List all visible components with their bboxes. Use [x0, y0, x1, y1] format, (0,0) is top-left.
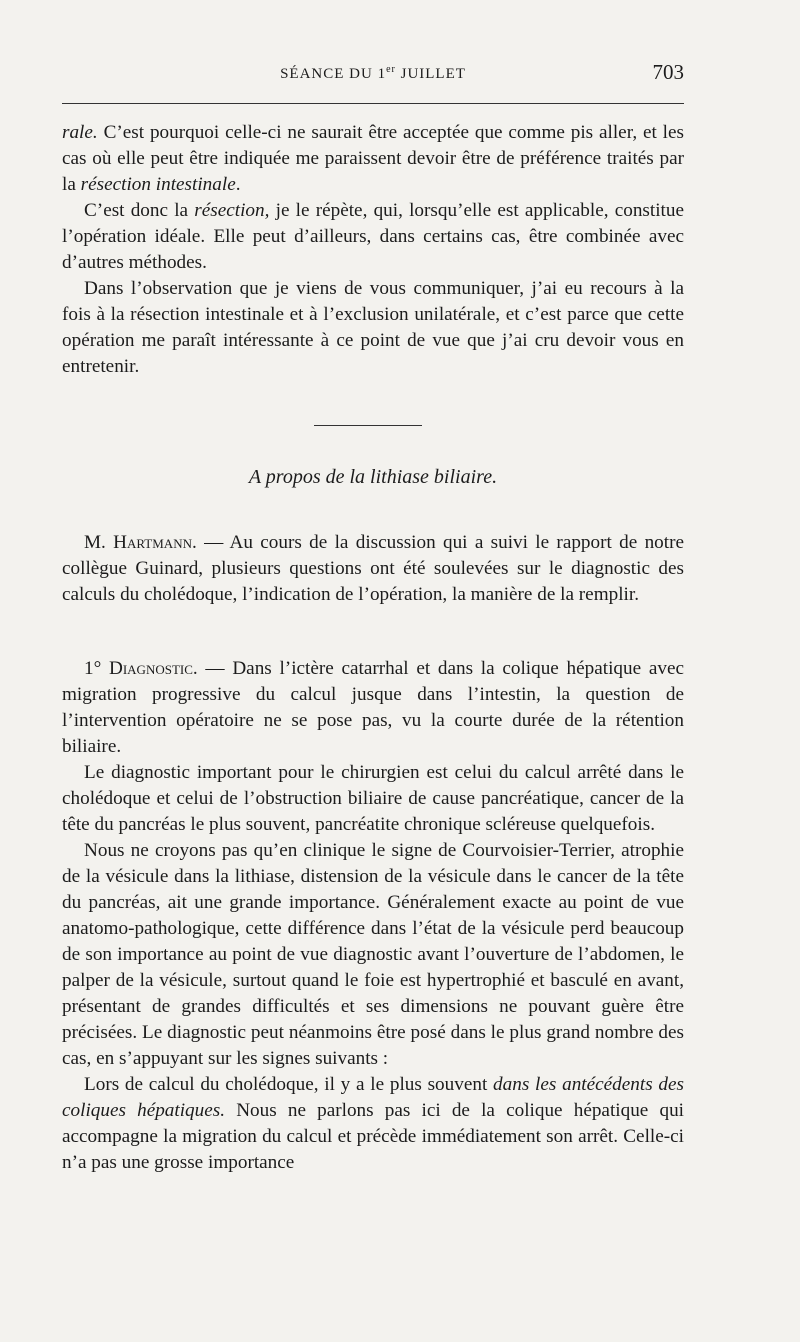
- running-title-superscript: er: [386, 64, 396, 75]
- text-run: C’est pourquoi celle-ci ne saurait être acceptée que comme pis aller, et les cas où elle peut être indiquée me paraissent devoir être de préférence traités par la: [62, 122, 684, 195]
- text-block-diagnostic: [62, 656, 684, 1176]
- text-block-intro: [62, 530, 684, 608]
- running-title-month: JUILLET: [395, 66, 466, 82]
- paragraph: [62, 1072, 684, 1176]
- header-rule: [62, 103, 684, 104]
- running-title-main: SÉANCE DU 1: [280, 66, 387, 82]
- section-separator: [314, 425, 422, 426]
- text-run: C’est donc la: [84, 200, 195, 221]
- paragraph: [62, 198, 684, 276]
- paragraph: Nous ne croyons pas qu’en clinique le signe de Courvoisier-Terrier, atrophie de la vésicule dans la lithiase, distension de la vésicule dans le cancer de la tête du pancréas, ait une grande importance. Généralement exacte au point de vue anatomo-pathologique, cette différence dans l’état de la vésicule perd beaucoup de son importance au point de vue diagnostic avant l’ouverture de l’abdomen, le palper de la vésicule, surtout quand le foie est hypertrophié et basculé en avant, présentant de grandes difficultés et ses dimensions ne pouvant guère être précisées. Le diagnostic peut néanmoins être posé dans le plus grand nombre des cas, en s’appuyant sur les signes suivants :: [62, 840, 684, 1069]
- italic-text: rale.: [62, 122, 98, 143]
- text-run: — Au cours de la discussion qui a suivi le rapport de notre collègue Guinard, plusieurs questions ont été soulevées sur le diagnostic des calculs du cholédoque, l’indication de l’opération, la manière de la remplir.: [62, 532, 684, 605]
- italic-text: résection intestinale: [80, 174, 236, 195]
- italic-text: dans les antécédents des coliques hépatiques.: [62, 1074, 684, 1121]
- text-run: Lors de calcul du cholédoque, il y a le plus souvent: [84, 1074, 494, 1095]
- subsection-heading: Diagnostic.: [108, 658, 198, 679]
- text-block-continuation: [62, 120, 684, 380]
- text-run: Nous ne parlons pas ici de la colique hépatique qui accompagne la migration du calcul et précède immédiatement son arrêt. Celle-ci n’a pas une grosse importance: [62, 1100, 684, 1173]
- text-run: — Dans l’ictère catarrhal et dans la colique hépatique avec migration progressive du calcul jusque dans l’intestin, la question de l’intervention opératoire ne se pose pas, vu la courte durée de la rétention biliaire.: [62, 658, 684, 757]
- paragraph: [62, 530, 684, 608]
- section-title: A propos de la lithiase biliaire.: [248, 466, 498, 488]
- speaker-prefix: M.: [84, 532, 114, 553]
- paragraph: [62, 120, 684, 198]
- paragraph: Dans l’observation que je viens de vous communiquer, j’ai eu recours à la fois à la résection intestinale et à l’exclusion unilatérale, et c’est parce que cette opération me paraît intéressante à ce point de vue que j’ai cru devoir vous en entretenir.: [62, 278, 684, 377]
- text-run: je le répète, qui, lorsqu’elle est applicable, constitue l’opération idéale. Elle peut d’ailleurs, dans certains cas, être combinée avec d’autres méthodes.: [62, 200, 684, 273]
- section-number: 1°: [84, 658, 109, 679]
- page-number: 703: [652, 60, 684, 84]
- text-run: .: [235, 174, 241, 195]
- paragraph: Le diagnostic important pour le chirurgien est celui du calcul arrêté dans le cholédoque et celui de l’obstruction biliaire de cause pancréatique, cancer de la tête du pancréas le plus souvent, pancréatite chronique scléreuse quelquefois.: [62, 762, 684, 835]
- running-head: [62, 60, 684, 90]
- paragraph: [62, 656, 684, 760]
- running-title: [62, 64, 684, 83]
- speaker-name: Hartmann.: [113, 532, 197, 553]
- italic-text: résection,: [194, 200, 270, 221]
